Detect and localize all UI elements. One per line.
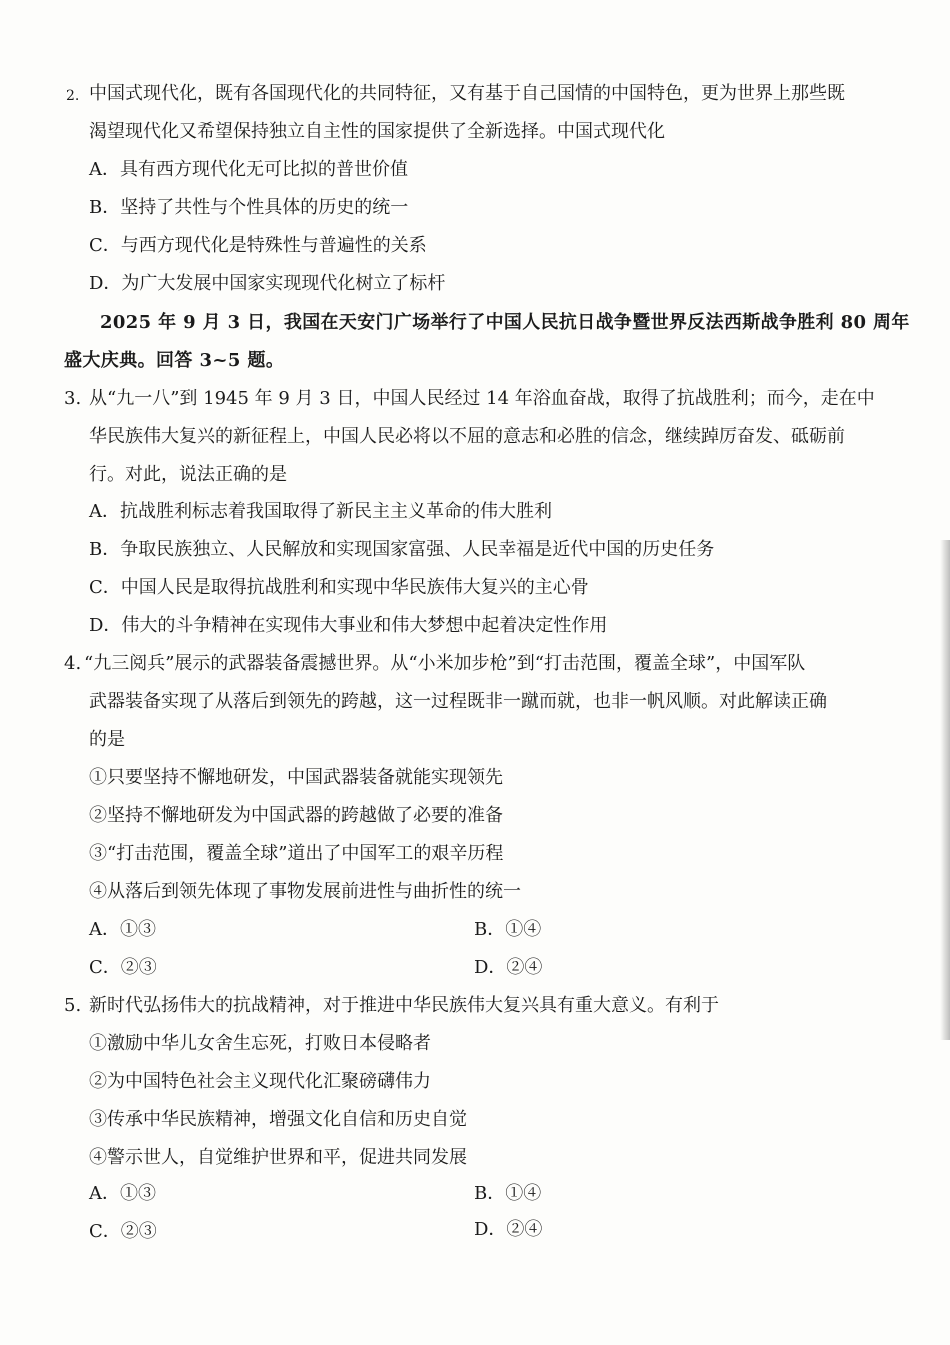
question-5-statement-3: ③传承中华民族精神，增强文化自信和历史自觉: [89, 1109, 467, 1130]
question-3-number: 3.: [64, 388, 82, 409]
question-4-option-c: C．②③: [89, 957, 157, 978]
question-3-stem-line-1: 从“九一八”到 1945 年 9 月 3 日，中国人民经过 14 年浴血奋战，取得了抗战胜利；而今，走在中: [89, 388, 875, 409]
question-4-statement-1: ①只要坚持不懈地研发，中国武器装备就能实现领先: [89, 767, 503, 788]
question-3-option-d: D．伟大的斗争精神在实现伟大事业和伟大梦想中起着决定性作用: [89, 615, 608, 636]
question-3-stem-line-3: 行。对此，说法正确的是: [89, 464, 287, 485]
question-4-statement-2: ②坚持不懈地研发为中国武器的跨越做了必要的准备: [89, 805, 503, 826]
section-intro-line-2: 盛大庆典。回答 3~5 题。: [64, 350, 285, 371]
question-4-number: 4.: [64, 653, 82, 674]
question-4-option-d: D．②④: [474, 957, 543, 978]
question-5-statement-2: ②为中国特色社会主义现代化汇聚磅礴伟力: [89, 1071, 431, 1092]
question-5-statement-1: ①激励中华儿女舍生忘死，打败日本侵略者: [89, 1033, 431, 1054]
question-4-stem-line-1: “九三阅兵”展示的武器装备震撼世界。从“小米加步枪”到“打击范围，覆盖全球”，中国军队: [84, 653, 806, 674]
question-5-number: 5.: [64, 995, 82, 1016]
question-4-stem-line-3: 的是: [89, 729, 125, 750]
question-2-option-c: C．与西方现代化是特殊性与普遍性的关系: [89, 235, 427, 256]
question-2-option-b: B．坚持了共性与个性具体的历史的统一: [89, 197, 409, 218]
question-3-option-b: B．争取民族独立、人民解放和实现国家富强、人民幸福是近代中国的历史任务: [89, 539, 715, 560]
question-5-option-c: C．②③: [89, 1221, 157, 1242]
question-2-number: 2.: [66, 88, 80, 104]
question-5-option-b: B．①④: [474, 1183, 542, 1204]
question-5-statement-4: ④警示世人，自觉维护世界和平，促进共同发展: [89, 1147, 467, 1168]
question-2-stem-line-2: 渴望现代化又希望保持独立自主性的国家提供了全新选择。中国式现代化: [89, 121, 665, 142]
question-3-option-c: C．中国人民是取得抗战胜利和实现中华民族伟大复兴的主心骨: [89, 577, 589, 598]
question-4-statement-4: ④从落后到领先体现了事物发展前进性与曲折性的统一: [89, 881, 521, 902]
question-4-stem-line-2: 武器装备实现了从落后到领先的跨越，这一过程既非一蹴而就，也非一帆风顺。对此解读正确: [89, 691, 827, 712]
question-5-option-a: A．①③: [89, 1183, 156, 1204]
question-3-stem-line-2: 华民族伟大复兴的新征程上，中国人民必将以不屈的意志和必胜的信念，继续踔厉奋发、砥砺前: [89, 426, 845, 447]
question-4-option-a: A．①③: [89, 919, 156, 940]
question-5-option-d: D．②④: [474, 1219, 543, 1240]
question-2-stem-line-1: 中国式现代化，既有各国现代化的共同特征，又有基于自己国情的中国特色，更为世界上那些既: [89, 83, 845, 104]
question-5-stem-line-1: 新时代弘扬伟大的抗战精神，对于推进中华民族伟大复兴具有重大意义。有利于: [89, 995, 719, 1016]
question-2-option-d: D．为广大发展中国家实现现代化树立了标杆: [89, 273, 446, 294]
question-4-option-b: B．①④: [474, 919, 542, 940]
page-edge-shadow: [940, 540, 950, 1040]
section-intro-line-1: 2025 年 9 月 3 日，我国在天安门广场举行了中国人民抗日战争暨世界反法西斯战争胜利 80 周年: [100, 312, 910, 333]
question-2-option-a: A．具有西方现代化无可比拟的普世价值: [89, 159, 408, 180]
question-3-option-a: A．抗战胜利标志着我国取得了新民主主义革命的伟大胜利: [89, 501, 552, 522]
question-4-statement-3: ③“打击范围，覆盖全球”道出了中国军工的艰辛历程: [89, 843, 504, 864]
